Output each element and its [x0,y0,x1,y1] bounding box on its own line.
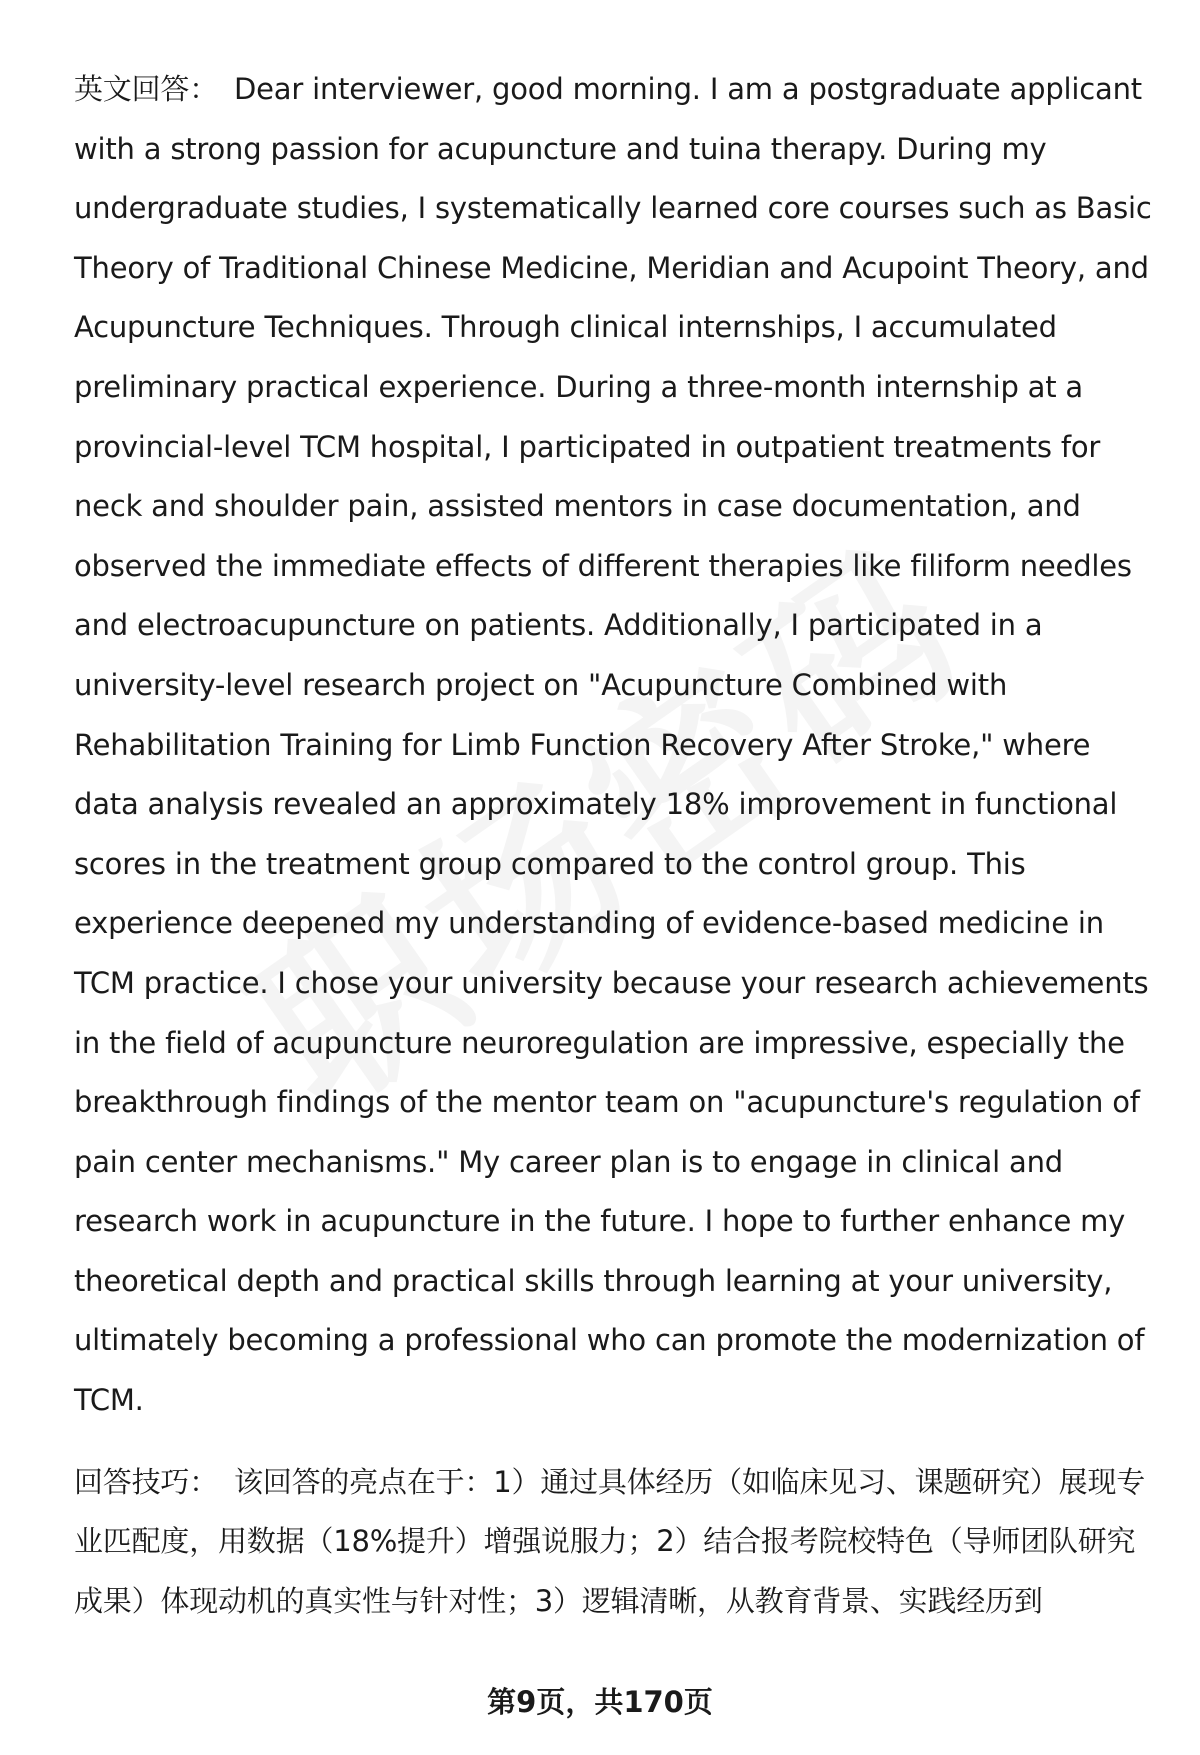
page-number: 第9页，共170页 [487,1685,713,1719]
answer-tips-label: 回答技巧： [74,1464,219,1499]
answer-tips-paragraph [74,1453,1154,1632]
document-body [74,60,1154,1631]
english-answer-paragraph [74,60,1154,1431]
english-answer-label: 英文回答： [74,72,219,106]
answer-tips-text: 该回答的亮点在于：1）通过具体经历（如临床见习、课题研究）展现专业匹配度，用数据（18%提升）增强说服力；2）结合报考院校特色（导师团队研究成果）体现动机的真实性与针对性；3）逻辑清晰，从教育背景、实践经历到 [74,1464,1146,1618]
english-answer-text: Dear interviewer, good morning. I am a postgraduate applicant with a strong passion for acupuncture and tuina therapy. During my undergraduate studies, I systematically learned core courses such as Basic Theory of Traditional Chinese Medicine, Meridian and Acupoint Theory, and Acupuncture Techniques. Through clinical internships, I accumulated preliminary practical experience. During a three-month internship at a provincial-level TCM hospital, I participated in outpatient treatments for neck and shoulder pain, assisted mentors in case documentation, and observed the immediate effects of different therapies like filiform needles and electroacupuncture on patients. Additionally, I participated in a university-level research project on "Acupuncture Combined with Rehabilitation Training for Limb Function Recovery After Stroke," where data analysis revealed an approximately 18% improvement in functional scores in the treatment group compared to the control group. This experience deepened my understanding of evidence-based medicine in TCM practice. I chose your university because your research achievements in the field of acupuncture neuroregulation are impressive, especially the breakthrough findings of the mentor team on "acupuncture's regulation of pain center mechanisms." My career plan is to engage in clinical and research work in acupuncture in the future. I hope to further enhance my theoretical depth and practical skills through learning at your university, ultimately becoming a professional who can promote the modernization of TCM. [74,72,1152,1418]
